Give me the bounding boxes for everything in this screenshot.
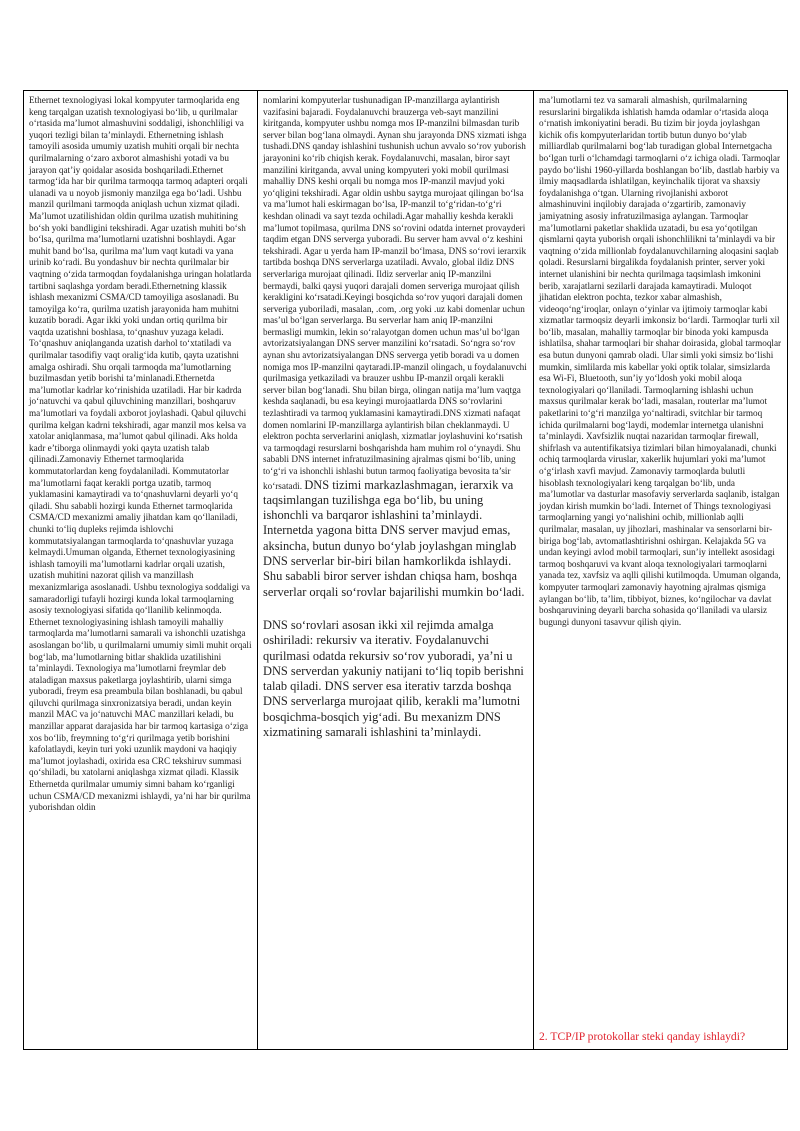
ethernet-paragraph: Ethernet texnologiyasi lokal kompyuter tarmoqlarida eng keng tarqalgan uzatish texnologiyasi bo‘lib, u qurilmalar o‘rtasida ma’lumot almashuvini soddaligi, ishonchliligi va yuqori tezligi bilan ta’minlaydi. Ethernetning ishlash tamoyili asosida umumiy uzatish muhiti orqali bir nechta qurilmalarning o‘zaro axborot almashishi yotadi va bu jarayon qat’iy qoidalar asosida boshqariladi.Ethernet tarmog‘ida har bir qurilma tarmoqqa tarmoq adapteri orqali ulanadi va u noyob jismoniy manzilga ega bo‘ladi. Ushbu manzil qurilmani tarmoqda aniqlash uchun xizmat qiladi. Ma’lumot uzatilishidan oldin qurilma uzatish muhitining bo‘sh yoki bandligini tekshiradi. Agar uzatish muhiti bo‘sh bo‘lsa, qurilma ma’lumotlarni uzatishni boshlaydi. Agar muhit band bo‘lsa, qurilma ma’lum vaqt kutadi va yana urinib ko‘radi. Bu yondashuv bir nechta qurilmalar bir vaqtning o‘zida tarmoqdan foydalanishga uringan holatlarda tartibni saqlashga yordam beradi.Ethernetning klassik ishlash mexanizmi CSMA/CD tamoyiliga asoslanadi. Bu tamoyilga ko‘ra, qurilma uzatish jarayonida ham muhitni kuzatib boradi. Agar ikki yoki undan ortiq qurilma bir vaqtda uzatishni boshlasa, to‘qnashuv yuzaga keladi. To‘qnashuv aniqlanganda uzatish darhol to‘xtatiladi va qurilmalar tasodifiy vaqt oralig‘ida kutib, qayta uzatishni amalga oshiradi. Shu orqali tarmoqda ma’lumotlarning buzilmasdan yetib borishi ta’minlanadi.Ethernetda ma’lumotlar kadrlar ko‘rinishida uzatiladi. Har bir kadrda jo‘natuvchi va qabul qiluvchining manzillari, boshqaruv ma’lumotlari va foydali axborot joylashadi. Qabul qiluvchi qurilma kelgan kadrni tekshiradi, agar manzil mos kelsa va xatolar aniqlanmasa, ma’lumot qabul qilinadi. Aks holda kadr e’tiborga olinmaydi yoki qayta uzatish talab qilinadi.Zamonaviy Ethernet tarmoqlarida kommutatorlardan keng foydalaniladi. Kommutatorlar ma’lumotlarni faqat kerakli portga uzatib, tarmoq yuklamasini kamaytiradi va to‘qnashuvlarni deyarli yo‘q qiladi. Shu sababli hozirgi kunda Ethernet tarmoqlarida CSMA/CD mexanizmi amaliy jihatdan kam qo‘llaniladi, chunki to‘liq dupleks rejimda ishlovchi kommutatsiyalangan tarmoqlarda to‘qnashuvlar yuzaga kelmaydi.Umuman olganda, Ethernet texnologiyasining ishlash tamoyili ma’lumotlarni kadrlar orqali uzatish, uzatish muhitini nazorat qilish va manzillash mexanizmlariga asoslanadi. Ushbu texnologiya soddaligi va samaradorligi tufayli hozirgi kunda lokal tarmoqlarning asosiy texnologiyasi sifatida qo‘llanilib kelinmoqda. Ethernet texnologiyasining ishlash tamoyili mahalliy tarmoqlarda ma’lumotlarni samarali va ishonchli uzatishga asoslangan bo‘lib, u qurilmalarni umumiy simli muhit orqali bog‘lab, ma’lumotlarning bitlar shaklida uzatilishini ta’minlaydi. Texnologiya ma’lumotlarni freymlar deb ataladigan maxsus paketlarga joylashtirib, ularni simga yuboradi, freym esa preambula bilan boshlanadi, bu qabul qiluvchi qurilmaga sinxronizatsiya beradi, undan keyin manzil MAC va jo‘natuvchi MAC manzillari keladi, bu manzillar apparat darajasida har bir tarmoq kartasiga o‘ziga xos bo‘lib, freymning to‘g‘ri qurilmaga yetib borishini kafolatlaydi, keyin turi yoki uzunlik maydoni va haqiqiy ma’lumot joylashadi, oxirida esa CRC tekshiruv summasi qo‘shiladi, bu xatolarni aniqlashga xizmat qiladi. Klassik Ethernetda qurilmalar umumiy simni baham ko‘rganligi uchun CSMA/CD mexanizmi ishlaydi, ya’ni har bir qurilma yuborishdan oldin <box>29 95 252 813</box>
three-column-table <box>23 90 788 1050</box>
dns-large-text: DNS tizimi markazlashmagan, ierarxik va taqsimlangan tuzilishga ega bo‘lib, bu uning ishonchli va barqaror ishlashini ta’minlaydi. Internetda yagona bitta DNS server mavjud emas, aksincha, butun dunyo bo‘ylab joylashgan minglab DNS serverlar bir-biri bilan hamkorlikda ishlaydi. Shu sababli biror server ishdan chiqsa ham, boshqa serverlar orqali so‘rovlar bajarilishi mumkin bo‘ladi. <box>263 477 525 599</box>
table-row <box>24 91 788 1050</box>
column-3-blank-space <box>539 628 782 1030</box>
section-heading: 2. TCP/IP protokollar steki qanday ishlaydi? <box>539 1030 746 1044</box>
dns-queries-paragraph: DNS so‘rovlari asosan ikki xil rejimda amalga oshiriladi: rekursiv va iterativ. Foydalanuvchi qurilmasi odatda rekursiv so‘rov yuboradi, ya’ni u DNS serverdan yakuniy natijani to‘liq topib berishni talab qiladi. DNS server esa iterativ tarzda boshqa DNS serverlarga murojaat qilib, kerakli ma’lumotni bosqichma-bosqich yig‘adi. Bu mexanizm DNS xizmatining samarali ishlashini ta’minlaydi. <box>263 617 524 740</box>
dns-paragraph <box>263 95 528 600</box>
column-3 <box>534 91 788 1050</box>
column-1 <box>24 91 258 1050</box>
column-2 <box>258 91 534 1050</box>
dns-small-text: nomlarini kompyuterlar tushunadigan IP-manzillarga aylantirish vazifasini bajaradi. Foydalanuvchi brauzerga veb-sayt manzilini kiritganda, kompyuter ushbu nomga mos IP-manzilni bilmasdan turib server bilan bog‘lana olmaydi. Aynan shu jarayonda DNS xizmati ishga tushadi.DNS qanday ishlashini tushunish uchun avvalo so‘rov yuborish jarayonini ko‘rib chiqish kerak. Foydalanuvchi, masalan, biror sayt manzilini kiritganda, avval uning kompyuteri yoki mobil qurilmasi mahalliy DNS keshi orqali bu nomga mos IP-manzil mavjud yoki yo‘qligini tekshiradi. Agar oldin ushbu saytga murojaat qilingan bo‘lsa va ma’lumot hali eskirmagan bo‘lsa, IP-manzil to‘g‘ridan-to‘g‘ri keshdan olinadi va sayt tezda ochiladi.Agar mahalliy keshda kerakli ma’lumot topilmasa, qurilma DNS so‘rovini odatda internet provayderi taqdim etgan DNS serverga yuboradi. Bu server ham avval o‘z keshini tekshiradi. Agar u yerda ham IP-manzil bo‘lmasa, DNS so‘rovi ierarxik tartibda boshqa DNS serverlarga uzatiladi. Avvalo, global ildiz DNS serverlariga murojaat qilinadi. Ildiz serverlar aniq IP-manzilni bermaydi, balki qaysi yuqori darajali domen serveriga murojaat qilish kerakligini ko‘rsatadi.Keyingi bosqichda so‘rov yuqori darajali domen serveriga yuboriladi, masalan, .com, .org yoki .uz kabi domenlar uchun mas’ul bo‘lgan serverlarga. Bu serverlar ham aniq IP-manzilni bermasligi mumkin, lekin so‘ralayotgan domen uchun mas’ul bo‘lgan avtorizatsiyalangan DNS server manzilini ko‘rsatadi. So‘ngra so‘rov aynan shu avtorizatsiyalangan DNS serverga yetib boradi va u domen nomiga mos IP-manzilni qaytaradi.IP-manzil olingach, u foydalanuvchi qurilmasiga yetkaziladi va brauzer ushbu IP-manzil orqali kerakli server bilan bog‘lanadi. Shu bilan birga, olingan natija ma’lum vaqtga keshda saqlanadi, bu esa keyingi murojaatlarda DNS so‘rovlarini tezlashtiradi va tarmoq yuklamasini kamaytiradi.DNS xizmati nafaqat domen nomlarini IP-manzillarga aylantirish bilan cheklanmaydi. U elektron pochta serverlarini aniqlash, xizmatlar joylashuvini ko‘rsatish va tarmoqdagi resurslarni boshqarishda ham muhim rol o‘ynaydi. Shu sababli DNS internet infratuzilmasining ajralmas qismi bo‘lib, uning to‘g‘ri va ishonchli ishlashi butun tarmoq faoliyatiga bevosita ta’sir ko‘rsatadi. <box>263 95 527 491</box>
networks-paragraph: ma’lumotlarni tez va samarali almashish, qurilmalarning resurslarini birgalikda ishlatish hamda odamlar o‘rtasida aloqa o‘rnatish imkoniyatini beradi. Bu tizim bir joyda joylashgan kichik ofis kompyuterlaridan tortib butun dunyo bo‘ylab milliardlab qurilmalarni bog‘lab turadigan global Internetgacha bo‘lgan turli o‘lchamdagi tarmoqlarni o‘z ichiga oladi. Tarmoqlar paydo bo‘lishi 1960-yillarda boshlangan bo‘lib, dastlab harbiy va ilmiy maqsadlarda ishlatilgan, keyinchalik tijorat va shaxsiy foydalanishga o‘tgan. Ularning rivojlanishi axborot almashinuvini inqilobiy darajada o‘zgartirib, zamonaviy jamiyatning asosiy infratuzilmasiga aylangan. Tarmoqlar ma’lumotlarni paketlar shaklida uzatadi, bu esa yo‘qotilgan qismlarni qayta yuborish orqali ishonchlilikni ta’minlaydi va bir vaqtning o‘zida millionlab foydalanuvchilarning aloqasini saqlab qoladi. Resurslarni birgalikda foydalanish printer, server yoki internet ulanishini bir nechta qurilmaga taqsimlash imkonini berib, xarajatlarni sezilarli darajada kamaytiradi. Muloqot jihatidan elektron pochta, tezkor xabar almashish, videoqo‘ng‘iroqlar, onlayn o‘yinlar va ijtimoiy tarmoqlar kabi xizmatlar tarmoqsiz deyarli imkonsiz bo‘lardi. Tarmoqlar turli xil bo‘lib, masalan, mahalliy tarmoqlar bir binoda yoki kampusda ishlatilsa, shahar tarmoqlari bir shahar doirasida, global tarmoqlar esa butun dunyoni qamrab oladi. Ular simli yoki simsiz bo‘lishi mumkin, simlilarda mis kabellar yoki optik tolalar, simsizlarda esa Wi-Fi, Bluetooth, sun’iy yo‘ldosh yoki mobil aloqa texnologiyalari qo‘llaniladi. Tarmoqlarning ishlashi uchun maxsus qurilmalar kerak bo‘ladi, masalan, routerlar ma’lumot paketlarini to‘g‘ri manzilga yo‘naltiradi, svitchlar bir tarmoq ichida qurilmalarni bog‘laydi, modemlar internetga ulanishni ta’minlaydi. Xavfsizlik nuqtai nazaridan tarmoqlar firewall, shifrlash va autentifikatsiya tizimlari bilan himoyalanadi, chunki ochiq tarmoqlarda viruslar, xakerlik hujumlari yoki ma’lumot o‘g‘irlash xavfi mavjud. Zamonaviy tarmoqlarda bulutli hisoblash texnologiyalari keng tarqalgan bo‘lib, unda ma’lumotlar va dasturlar masofaviy serverlarda saqlanib, istalgan joydan kirish mumkin bo‘ladi. Internet of Things texnologiyasi tarmoqlarning yangi yo‘nalishini ochib, millionlab aqlli qurilmalar, masalan, uy jihozlari, mashinalar va sensorlarni bir-biriga bog‘lab, avtomatlashtirishni oshirgan. Kelajakda 5G va undan keyingi avlod mobil tarmoqlari, sun’iy intellekt asosidagi tarmoq boshqaruvi va kvant aloqa texnologiyalari tarmoqlarni yanada tez, xavfsiz va aqlli qilishi kutilmoqda. Umuman olganda, kompyuter tarmoqlari zamonaviy hayotning ajralmas qismiga aylangan bo‘lib, ta’lim, tibbiyot, biznes, ko‘ngilochar va davlat boshqaruvining deyarli barcha sohasida qo‘llaniladi va ularsiz bugungi dunyoni tasavvur qilish qiyin. <box>539 95 782 627</box>
